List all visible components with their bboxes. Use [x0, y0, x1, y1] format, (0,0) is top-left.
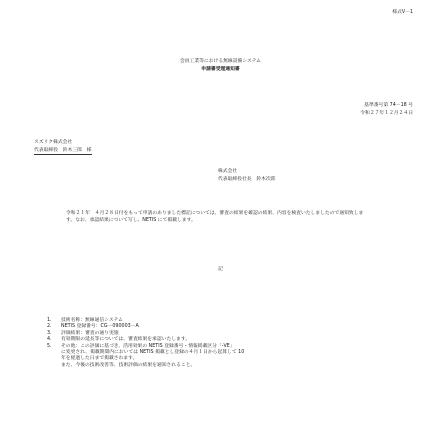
item-text: 評価結果：審査の通り実施 [61, 330, 119, 336]
item-text: 技術名称：無線通信システム [61, 318, 123, 323]
list-item [47, 344, 383, 370]
addressee-company: スズリク株式会社 [34, 140, 73, 145]
issue-date: 令和２７年１２月２４日 [360, 111, 413, 116]
reference-number: 基準番号第 74－18 号 [364, 103, 413, 108]
item-text: その他：この評価に基づき、活用効果の NETIS 登録番号・情報掲載区分「-VE」 に変更され、掲載期間内においては NETIS 掲載とし登録の４月１日から起算して 10 年を経過した日まで掲載されます。 また、今後の技術改善等、技術評価の結果を通知されること。 [61, 343, 245, 368]
issuer-name: 代表取締役社長 鈴木次郎 [218, 177, 276, 182]
ki-heading: 記 [218, 267, 223, 272]
item-number: 2. [47, 324, 52, 330]
item-number: 4. [47, 337, 52, 343]
item-number: 3. [47, 330, 52, 336]
item-number: 1. [47, 318, 52, 323]
item-text: 有効期限の延長等については、審査結果を承認いたします。 [61, 337, 191, 343]
document-title: 会員工業等における無線設備システム [179, 59, 262, 64]
document-subtitle: 申請書受理通知書 [201, 67, 240, 72]
item-number: 5. [47, 343, 52, 349]
item-list [47, 318, 383, 369]
addressee-name: 代表取締役 鈴木三郎 様 [34, 148, 92, 153]
issuer-company: 株式会社 [218, 169, 238, 174]
item-text: NETIS 登録番号：CG－090003－A [61, 324, 139, 330]
document-number: 様式V－1 [392, 10, 413, 15]
body-paragraph: 令和２１年 ４月２８日付をもって申請のありました標記については、審査の結果を確認の結果、内容を検査いたしましたので通知致します。なお、承認結果について写し。NETIS にて掲載します。 [66, 211, 364, 223]
